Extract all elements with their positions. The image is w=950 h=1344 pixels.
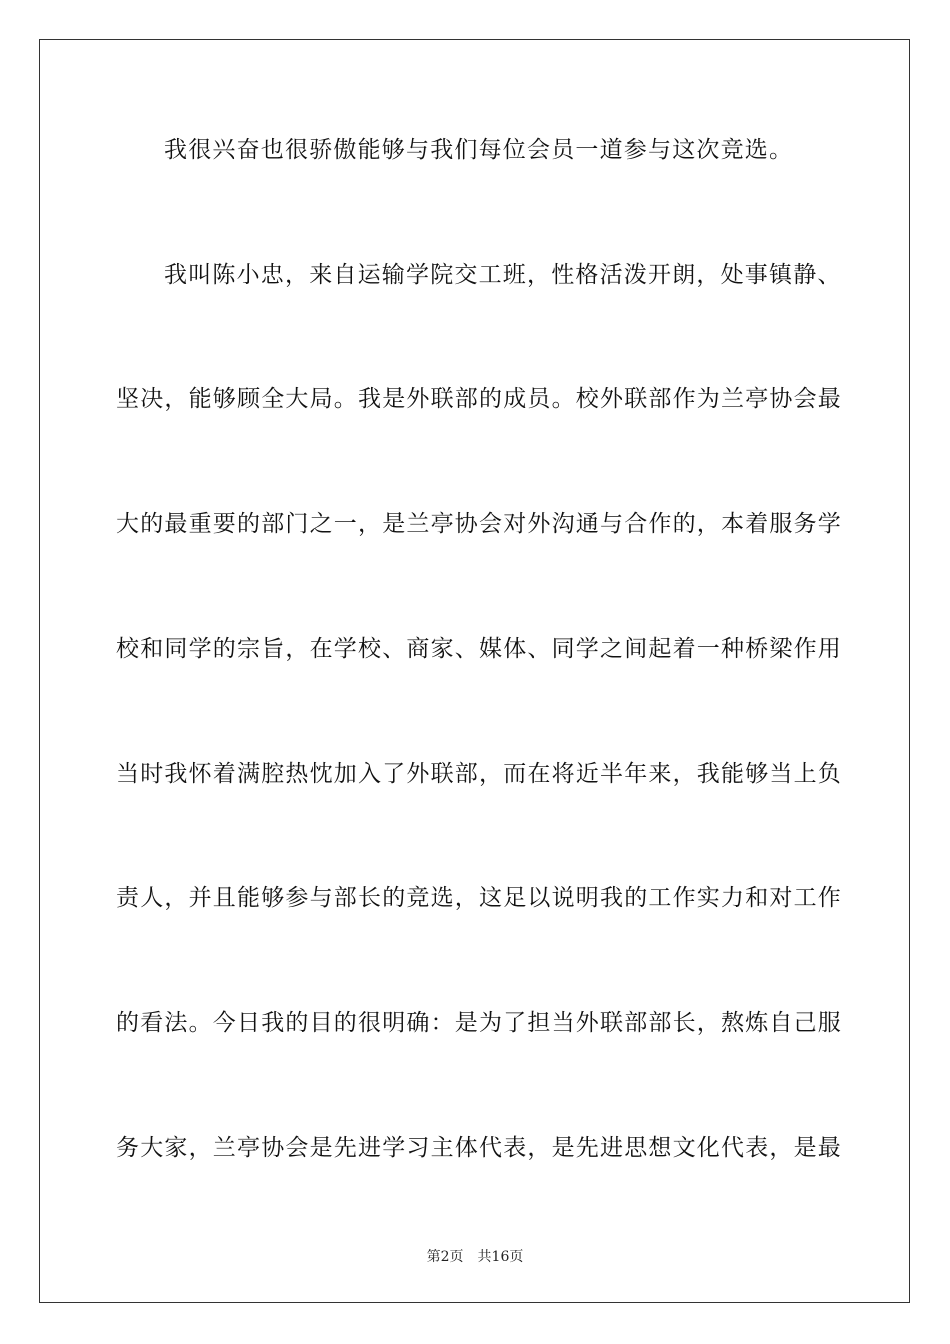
paragraph-line: 当时我怀着满腔热忱加入了外联部，而在将近半年来，我能够当上负	[116, 761, 842, 787]
paragraph-line: 校和同学的宗旨，在学校、商家、媒体、同学之间起着一种桥梁作用	[116, 636, 842, 662]
paragraph-line: 我很兴奋也很骄傲能够与我们每位会员一道参与这次竞选。	[164, 137, 794, 163]
paragraph-line: 务大家，兰亭协会是先进学习主体代表，是先进思想文化代表，是最	[116, 1135, 842, 1161]
paragraph-line: 大的最重要的部门之一，是兰亭协会对外沟通与合作的，本着服务学	[116, 511, 842, 537]
paragraph-line: 责人，并且能够参与部长的竞选，这足以说明我的工作实力和对工作	[116, 885, 842, 911]
paragraph-line: 的看法。今日我的目的很明确：是为了担当外联部部长，熬炼自己服	[116, 1010, 842, 1036]
page-total: 共16页	[477, 1249, 524, 1265]
page-footer	[0, 1248, 950, 1266]
paragraph-line: 坚决，能够顾全大局。我是外联部的成员。校外联部作为兰亭协会最	[116, 386, 842, 412]
page-number: 第2页	[426, 1249, 464, 1265]
page-border	[39, 39, 910, 1303]
paragraph-line: 我叫陈小忠，来自运输学院交工班，性格活泼开朗，处事镇静、	[164, 262, 842, 288]
